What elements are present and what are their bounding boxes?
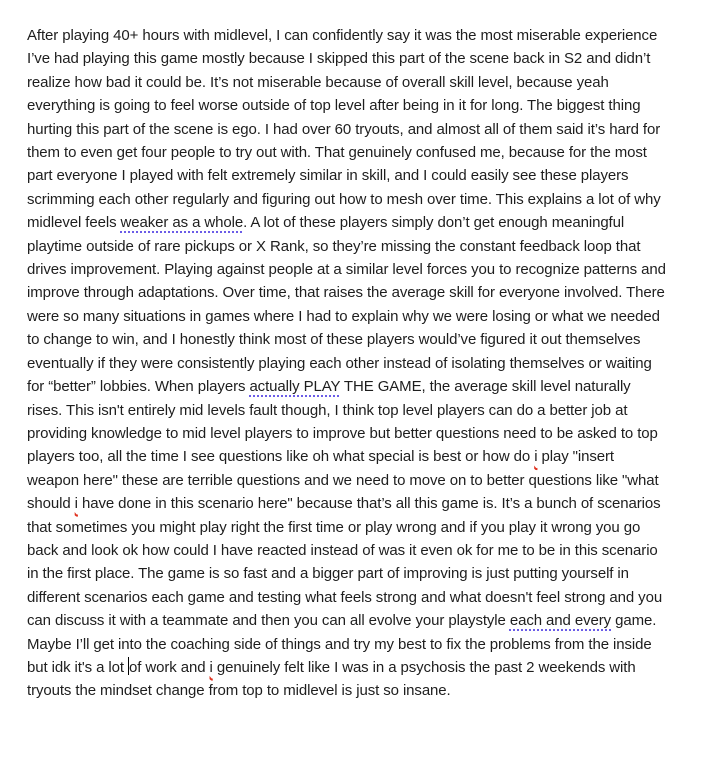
text-segment: play "insert weapon here" these are terrible questions and we need to move on to better questions like "what should [27,448,659,513]
grammar-suggestion-underline[interactable]: each and every [509,612,612,630]
text-segment: genuinely felt like I was in a psychosis the past 2 weekends with tryouts the mindset change from top to midlevel is just so insane. [27,658,636,700]
text-segment: game. Maybe I’ll get into the coaching side of things and try my best to fix the problems from the inside but idk it's a lot [27,612,657,676]
spellcheck-underline[interactable]: i [534,448,538,466]
text-segment: of work and [129,658,210,676]
text-segment: THE GAME, the average skill level naturally rises. This isn't entirely mid levels fault though, I think top level players can do a better job at providing knowledge to mid level players to improve but better questions need to be asked to top players too, all the time I see questions like oh what special is best or how do [27,378,658,466]
text-segment: have done in this scenario here" because that’s all this game is. It’s a bunch of scenarios that sometimes you might play right the first time or play wrong and if you play it wrong you go back and look ok how could I have reacted instead of was it even ok for me to be in this scenario in the first place. The game is so fast and a bigger part of improving is just putting yourself in different scenarios each game and testing what feels strong and what doesn't feel strong and you can discuss it with a teammate and then you can all evolve your playstyle [27,495,663,630]
spellcheck-underline[interactable]: i [209,658,213,676]
text-segment: . A lot of these players simply don’t get enough meaningful playtime outside of rare pickups or X Rank, so they’re missing the constant feedback loop that drives improvement. Playing against people at a similar level forces you to recognize patterns and improve through adaptations. Over time, that raises the average skill for everyone involved. There were so many situations in games where I had to explain why we were losing or what we needed to change to win, and I honestly think most of these players would’ve figured it out themselves eventually if they were consistently playing each other instead of isolating themselves or waiting for “better” lobbies. When players [27,214,666,396]
document-content [27,24,667,703]
grammar-suggestion-underline[interactable]: actually PLAY [249,378,341,396]
spellcheck-underline[interactable]: i [74,495,78,513]
grammar-suggestion-underline[interactable]: weaker as a whole [120,214,244,232]
document-text[interactable] [27,24,667,703]
text-segment: After playing 40+ hours with midlevel, I can confidently say it was the most miserable experience I’ve had playing this game mostly because I skipped this part of the scene back in S2 and didn’t realize how bad it could be. It’s not miserable because of overall skill level, because yeah everything is going to feel worse outside of top level after being in it for long. The biggest thing hurting this part of the scene is ego. I had over 60 tryouts, and almost all of them said it’s hard for them to even get four people to try out with. That genuinely confused me, because for the most part everyone I played with felt extremely similar in skill, and I could easily see these players scrimming each other regularly and figuring out how to mesh over time. This explains a lot of why midlevel feels [27,27,661,232]
